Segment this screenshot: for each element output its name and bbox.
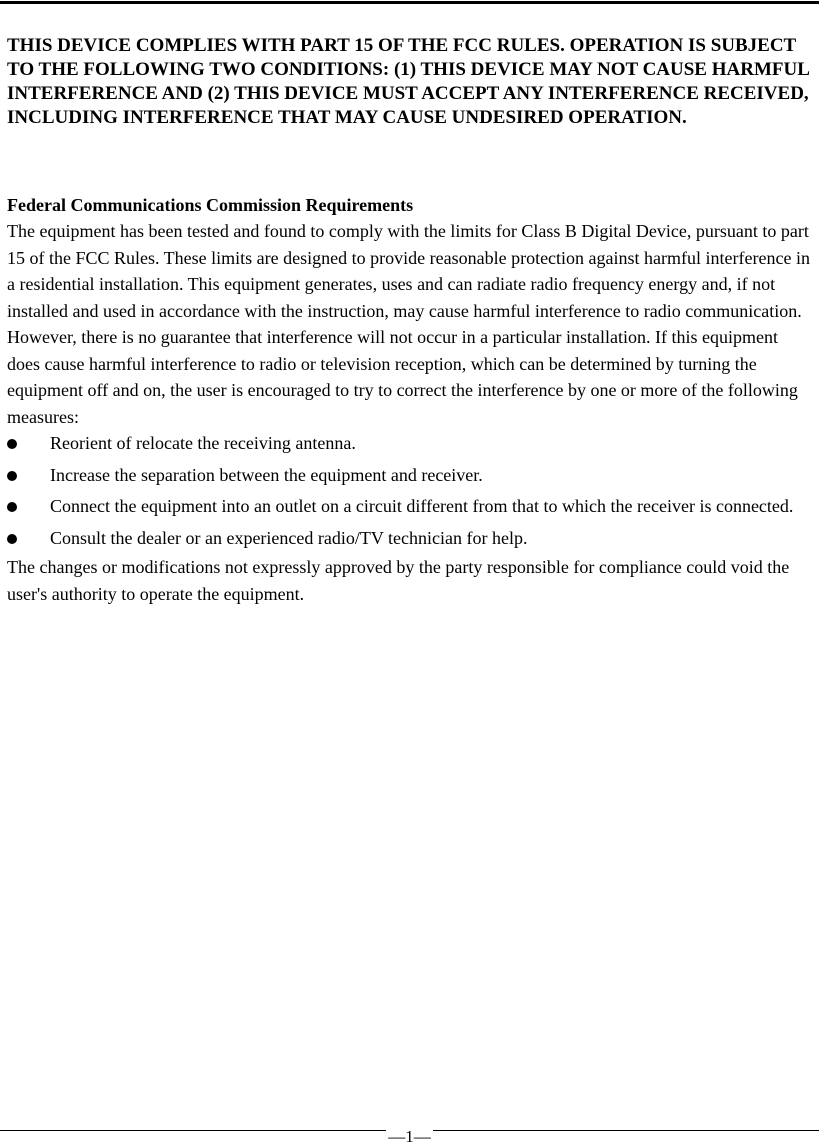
list-item bbox=[7, 525, 813, 552]
measure-text: Reorient of relocate the receiving antenna. bbox=[50, 433, 356, 453]
bullet-icon bbox=[7, 502, 17, 512]
section-heading: Federal Communications Commission Requirements bbox=[7, 195, 414, 215]
bullet-icon bbox=[7, 534, 17, 544]
fcc-compliance-notice: THIS DEVICE COMPLIES WITH PART 15 OF THE FCC RULES. OPERATION IS SUBJECT TO THE FOLLOWING TWO CONDITIONS: (1) THIS DEVICE MAY NOT CAUSE HARMFUL INTERFERENCE AND (2) THIS DEVICE MUST ACCEPT ANY INTERFERENCE RECEIVED, INCLUDING INTERFERENCE THAT MAY CAUSE UNDESIRED OPERATION. bbox=[7, 35, 809, 128]
measure-text: Increase the separation between the equipment and receiver. bbox=[50, 464, 483, 485]
page-number-container bbox=[0, 1127, 819, 1147]
requirements-paragraph: The equipment has been tested and found to comply with the limits for Class B Digital Device, pursuant to part 15 of the FCC Rules. These limits are designed to provide reasonable protection against harmful interference in a residential installation. This equipment generates, uses and can radiate radio frequency energy and, if not installed and used in accordance with the instruction, may cause harmful interference to radio communication. However, there is no guarantee that interference will not occur in a particular installation. If this equipment does cause harmful interference to radio or television reception, which can be determined by turning the equipment off and on, the user is encouraged to try to correct the interference by one or more of the following measures: bbox=[7, 221, 810, 427]
list-item bbox=[7, 462, 813, 489]
list-item bbox=[7, 430, 813, 457]
closing-paragraph: The changes or modifications not expressly approved by the party responsible for compliance could void the user's authority to operate the equipment. bbox=[7, 557, 790, 604]
page-number: —1— bbox=[388, 1127, 431, 1146]
bullet-icon bbox=[7, 471, 17, 481]
measure-text: Connect the equipment into an outlet on a circuit different from that to which the receiver is connected. bbox=[50, 496, 794, 516]
measures-list bbox=[7, 430, 813, 551]
top-rule bbox=[0, 1, 819, 4]
bullet-icon bbox=[7, 439, 17, 449]
list-item bbox=[7, 493, 813, 520]
measure-text: Consult the dealer or an experienced radio/TV technician for help. bbox=[50, 527, 528, 548]
document-body bbox=[7, 34, 813, 607]
